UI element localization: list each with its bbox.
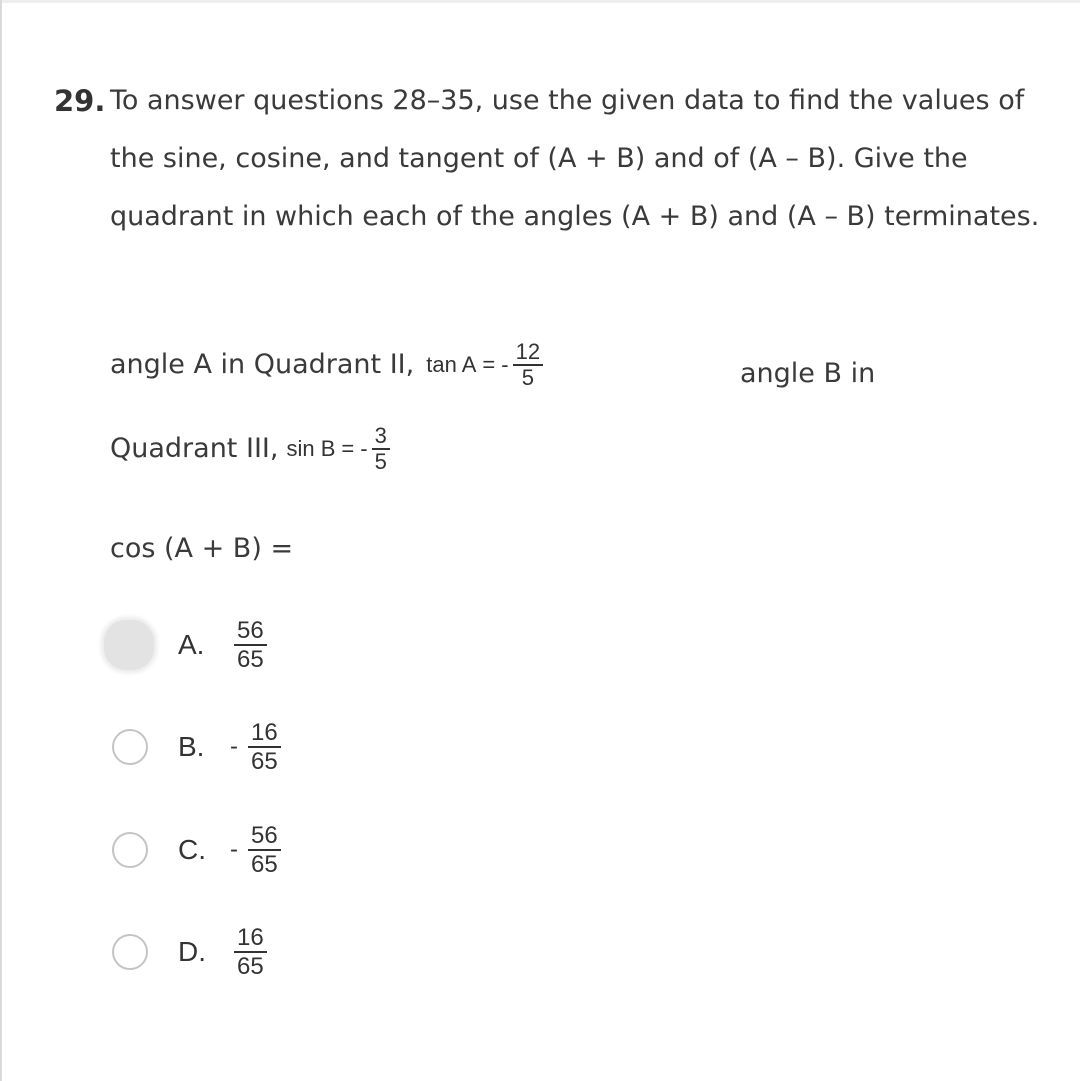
given-a-sign: - [501,351,509,377]
option-c-denominator: 65 [251,850,278,878]
given-a-denominator: 5 [521,364,534,390]
option-b-letter: B. [178,731,205,762]
option-b-sign: - [230,733,238,760]
given-b-denominator: 5 [374,448,387,474]
given-b-sign: - [360,435,368,461]
option-d-numerator: 16 [237,924,264,952]
given-angle-a [110,340,543,390]
option-d-value [230,924,267,980]
given-a-equals: = [482,351,496,377]
option-b-numerator: 16 [251,719,278,747]
option-b[interactable] [104,712,281,782]
option-b-fraction [248,719,281,775]
given-a-label: angle A in Quadrant II, [110,349,415,381]
radio-c[interactable] [112,832,148,868]
option-a-numerator: 56 [237,617,264,645]
option-b-denominator: 65 [251,747,278,775]
given-b-expression [286,424,389,474]
given-angle-b [110,424,390,474]
question-number: 29. [54,84,106,118]
given-b-label-1: angle B in [740,358,876,389]
option-a-letter: A. [178,629,205,660]
option-c-sign: - [230,836,238,863]
option-c-letter: C. [178,834,206,865]
top-border [0,0,1080,3]
left-border [0,0,2,1081]
option-b-value [230,719,281,775]
given-b-function: sin B [286,435,336,461]
option-d-fraction [234,924,267,980]
given-a-expression [426,340,543,390]
given-b-equals: = [341,435,355,461]
option-d[interactable] [104,917,267,987]
radio-a-selected[interactable] [104,620,154,670]
given-angle-b-label [740,358,875,389]
option-c-value [230,822,281,878]
option-c-fraction [248,822,281,878]
option-c[interactable] [104,815,281,885]
question-block [54,72,1044,246]
given-b-label-2: Quadrant III, [110,433,279,465]
option-a-fraction [234,617,267,673]
option-a-denominator: 65 [237,645,264,673]
given-a-function: tan A [426,351,477,377]
given-a-numerator: 12 [515,339,541,364]
answer-prompt: cos (A + B) = [110,533,294,564]
option-d-denominator: 65 [237,952,264,980]
option-d-letter: D. [178,936,206,967]
option-a[interactable] [104,610,267,680]
given-a-fraction [513,340,543,390]
given-b-fraction [372,424,390,474]
given-b-numerator: 3 [374,423,387,448]
question-text: To answer questions 28–35, use the given data to find the values of the sine, cosine, and tangent of (A + B) and of (A – B). Give the quadrant in which each of the angles (A + B) and (A – B) terminates. [110,85,1040,232]
radio-d[interactable] [112,934,148,970]
radio-b[interactable] [112,729,148,765]
option-c-numerator: 56 [251,822,278,850]
option-a-value [230,617,267,673]
